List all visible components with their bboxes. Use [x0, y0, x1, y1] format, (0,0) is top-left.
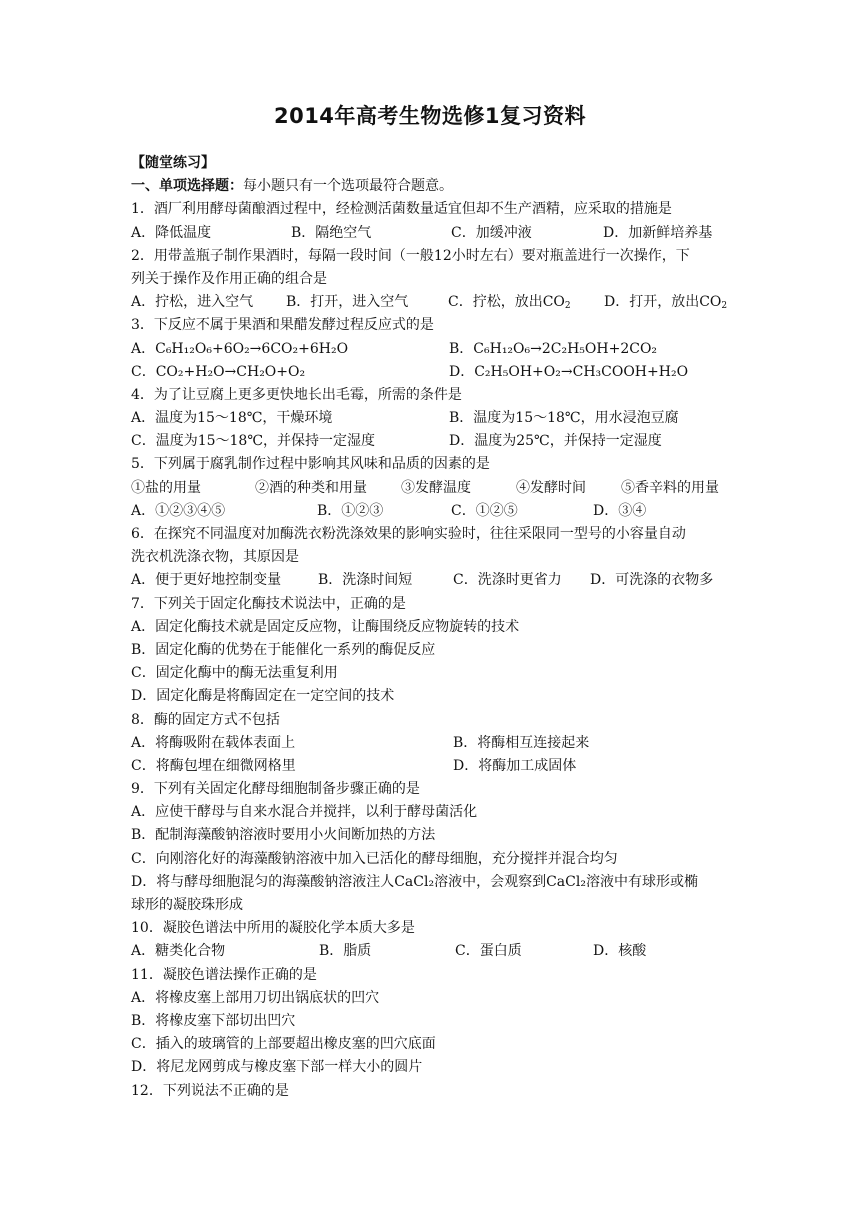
option-b: B．打开，进入空气: [286, 294, 409, 311]
option-d: D．可洗涤的衣物多: [590, 572, 714, 589]
option-d: D．将尼龙网剪成与橡皮塞下部一样大小的圆片: [131, 1059, 423, 1076]
question-stem-continued: 列关于操作及作用正确的组合是: [131, 270, 327, 287]
options-row: [131, 500, 741, 523]
option-c: C．洗涤时更省力: [453, 572, 562, 589]
question-stem: 11．凝胶色谱法操作正确的是: [131, 966, 317, 983]
option-a: A．将橡皮塞上部用刀切出锅底状的凹穴: [131, 989, 380, 1006]
option-b: B．脂质: [319, 943, 372, 960]
option-b: B．隔绝空气: [291, 224, 372, 241]
factor-1: ①盐的用量: [131, 479, 201, 496]
question-stem: 8．酶的固定方式不包括: [131, 711, 280, 728]
section-heading: 【随堂练习】: [131, 155, 215, 171]
options-row: [131, 361, 741, 384]
option-c: C．CO₂+H₂O→CH₂O+O₂: [131, 363, 306, 380]
options-row: [131, 569, 741, 592]
subscript: 2: [564, 301, 571, 312]
option-d: D．固定化酶是将酶固定在一定空间的技术: [131, 688, 395, 705]
question-stem: 4．为了让豆腐上更多更快地长出毛霉，所需的条件是: [131, 386, 462, 403]
options-row: [131, 732, 741, 755]
factor-4: ④发酵时间: [516, 479, 586, 496]
option-c-text: C．拧松，放出CO: [448, 294, 565, 311]
option-d: D．核酸: [593, 943, 647, 960]
option-a: A．便于更好地控制变量: [131, 572, 282, 589]
option-d: D．将与酵母细胞混匀的海藻酸钠溶液注人CaCl₂溶液中，会观察到CaCl₂溶液中有球形或椭: [131, 873, 698, 890]
question-stem: 6．在探究不同温度对加酶洗衣粉洗涤效果的影响实验时，往往采限同一型号的小容量自动: [131, 526, 686, 542]
question-stem-continued: 洗衣机洗涤衣物，其原因是: [131, 549, 299, 566]
option-a: A．糖类化合物: [131, 943, 226, 960]
question-stem: 7．下列关于固定化酶技术说法中，正确的是: [131, 595, 406, 612]
option-d: D．③④: [593, 502, 647, 519]
options-row: [131, 338, 741, 361]
option-c: C．将酶包埋在细微网格里: [131, 757, 296, 774]
question-stem: 9．下列有关固定化酵母细胞制备步骤正确的是: [131, 781, 420, 798]
question-stem: 2．用带盖瓶子制作果酒时，每隔一段时间（一般12小时左右）要对瓶盖进行一次操作，下: [131, 247, 690, 264]
part-title: 一、单项选择题：: [131, 178, 243, 195]
factor-3: ③发酵温度: [401, 479, 471, 496]
factor-2: ②酒的种类和用量: [255, 479, 367, 496]
option-d: D．加新鲜培养基: [603, 224, 713, 241]
option-c: [448, 291, 571, 314]
option-d: [604, 291, 727, 314]
part-heading: [131, 175, 741, 198]
question-stem: 12．下列说法不正确的是: [131, 1082, 289, 1099]
option-a: A．降低温度: [131, 224, 212, 241]
option-d: D．C₂H₅OH+O₂→CH₃COOH+H₂O: [449, 363, 689, 380]
option-c: C．加缓冲液: [451, 224, 532, 241]
options-row: [131, 291, 741, 314]
options-row: [131, 407, 741, 430]
options-row: [131, 755, 741, 778]
option-b: B．①②③: [317, 502, 384, 519]
option-b: B．将酶相互连接起来: [453, 734, 590, 751]
option-b: B．C₆H₁₂O₆→2C₂H₅OH+2CO₂: [449, 340, 658, 357]
factors-row: [131, 477, 741, 500]
option-b: B．将橡皮塞下部切出凹穴: [131, 1012, 296, 1029]
option-d: D．温度为25℃，并保持一定湿度: [449, 433, 662, 450]
option-b: B．配制海藻酸钠溶液时要用小火间断加热的方法: [131, 827, 436, 844]
option-d-text: D．打开，放出CO: [604, 294, 722, 311]
document-title: 2014年高考生物选修1复习资料: [273, 104, 587, 128]
option-c: C．向刚溶化好的海藻酸钠溶液中加入已活化的酵母细胞，充分搅拌并混合均匀: [131, 850, 618, 867]
factor-5: ⑤香辛料的用量: [621, 479, 719, 496]
option-b: B．洗涤时间短: [318, 572, 413, 589]
option-a: A．应使干酵母与自来水混合并搅拌，以利于酵母菌活化: [131, 804, 478, 821]
question-stem: 10．凝胶色谱法中所用的凝胶化学本质大多是: [131, 920, 415, 937]
question-stem: 1．酒厂利用酵母菌酿酒过程中，经检测活菌数量适宜但却不生产酒精，应采取的措施是: [131, 201, 672, 218]
option-c: C．固定化酶中的酶无法重复利用: [131, 665, 338, 682]
option-b: B．固定化酶的优势在于能催化一系列的酶促反应: [131, 641, 436, 658]
question-stem: 3．下反应不属于果酒和果醋发酵过程反应式的是: [131, 317, 434, 334]
options-row: [131, 940, 741, 963]
document-body: [131, 152, 741, 1103]
option-b: B．温度为15～18℃，用水浸泡豆腐: [449, 410, 679, 427]
option-a: A．①②③④⑤: [131, 502, 226, 519]
subscript: 2: [721, 301, 728, 312]
options-row: [131, 222, 741, 245]
option-a: A．温度为15～18℃，干燥环境: [131, 410, 333, 427]
options-row: [131, 430, 741, 453]
option-a: A．固定化酶技术就是固定反应物，让酶围绕反应物旋转的技术: [131, 618, 520, 635]
option-a: A．拧松，进入空气: [131, 294, 254, 311]
option-a: A．将酶吸附在载体表面上: [131, 734, 296, 751]
option-c: C．①②⑤: [451, 502, 518, 519]
option-c: C．温度为15～18℃，并保持一定湿度: [131, 433, 376, 450]
part-description: 每小题只有一个选项最符合题意。: [243, 178, 453, 195]
question-stem: 5．下列属于腐乳制作过程中影响其风味和品质的因素的是: [131, 456, 490, 473]
option-a: A．C₆H₁₂O₆+6O₂→6CO₂+6H₂O: [131, 340, 349, 357]
option-c: C．蛋白质: [455, 943, 522, 960]
option-d-continued: 球形的凝胶珠形成: [131, 897, 243, 913]
option-c: C．插入的玻璃管的上部要超出橡皮塞的凹穴底面: [131, 1036, 436, 1053]
option-d: D．将酶加工成固体: [453, 757, 577, 774]
